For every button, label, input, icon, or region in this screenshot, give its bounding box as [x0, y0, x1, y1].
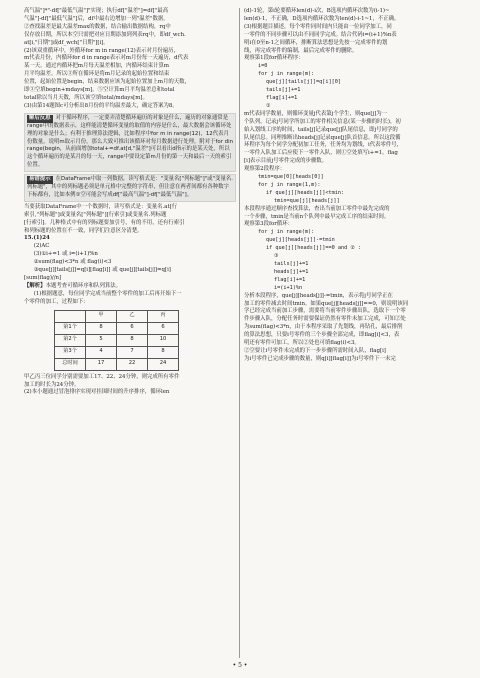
text-line: 一零件入队加工后应使下一零件入队，则①空处填写i+=1。flag [244, 150, 398, 157]
page-number: • 5 • [232, 662, 248, 669]
text-line: m代表月份，内循环for d in range表示对m月份每一天遍历，d代表 [24, 55, 189, 62]
text-line: 月平均温差。所以③所在循环是将m月记录的起始位置和结束 [24, 71, 170, 78]
q15-answer-5: ③que[j][tails[j]]=q[i][flag[i]] 或 que[j][tails[j]]=q[i] [33, 267, 171, 274]
code-block-3 [244, 229, 458, 292]
analysis-tag: 【解析】 [24, 282, 46, 289]
code-line: i=0 [258, 63, 268, 70]
text-line: 为i号零件已完成步骤的数量，则q[i][flag[i]]为i号零件下一未完 [244, 355, 396, 362]
error-tip-text: 在DataFrame中取一列数据，读写格式是："变量名["列标题"]"或"变量名.列标题"，其中的列标题必须是单元格中完整的字符串，但注意在两者间都有各种数字下标都有，比如本例①空可能会写成df["最高气温"]-df["最低气温"]。 [27, 176, 233, 198]
text-line: len(d)-1，不正确，D选项内循环次数为len(d)-i-1~1，不正确。 [244, 15, 400, 22]
code-line: if que[j][heads[j]]<tmin: [266, 189, 345, 196]
code-line: flag[i]+=1 [274, 276, 306, 283]
right-mid-2 [244, 206, 458, 230]
table-cell: 8 [86, 322, 117, 334]
text-line: 加工的时长为24分钟。 [24, 381, 80, 388]
text-line: (2)本小题通过冒泡排序实现对挂围时间的升序排序，循环len [24, 389, 170, 396]
text-line: (3)根据题目描述，每个零件同时间内只能由一位同学加工，同 [244, 23, 392, 30]
text-line: 观察第2段程序： [244, 166, 286, 173]
text-line: 的算法思想，只要i号零件的三个步骤全部完成，即flag[i]<3，表 [244, 332, 400, 339]
text-line: 为sum(flag)<3*n，由于本程序采取了先划线，再钻孔，最后排削 [244, 324, 403, 331]
reflection-tag: 解后反思 [29, 114, 51, 121]
code-line: i=(i+1)%n [274, 284, 303, 291]
error-tip-tag: 易错提示 [29, 176, 51, 183]
reflection-box [24, 113, 236, 172]
text-line: 一个步骤，tmin是当前n个队列中最早完成工序的结束时间。 [244, 213, 390, 220]
table-cell: 6 [148, 322, 179, 334]
code-line: que[j][heads[j]]-=tmin [266, 237, 335, 244]
text-line: (d)-1轮，第i轮要循环len(d)-i次，B选项内循环次数为(i-1)~ [244, 8, 390, 14]
table-cell: 17 [86, 358, 117, 370]
text-line: ②空要让i号零件未完成的下一步步骤所需时间入队，flag[i] [244, 347, 386, 354]
text-line: total除以当月天数，所以该空填total/mdays[m]。 [24, 94, 148, 101]
text-line: 当要获取DataFrame中一个数据时，读写格式是：变量名.at[行 [24, 203, 178, 210]
text-line: at[i,"日期"]或df_wch["日期"][i]。 [24, 39, 109, 46]
text-line: 和列标题的位置在不一致，同学们注意区分清楚。 [24, 227, 143, 234]
table-cell: 丙 [148, 310, 179, 322]
text-line: 甲乙丙三位同学分别需要加工17、22、24分钟，则完成所有零件 [24, 373, 180, 380]
table-cell: 24 [148, 358, 179, 370]
code-line: tmin=que[0][heads[0]] [258, 174, 324, 181]
text-line: 学已经完成当前加工步骤，需要将当前零件步骤出队，选取下一个零 [244, 308, 406, 315]
text-line: 气温"]-df["最低气温"]后，df中最右边增加一列"温差"数据。 [24, 15, 169, 22]
table-cell: 4 [86, 346, 117, 358]
processing-time-table [54, 310, 179, 371]
text-line: 加工的零件减去时间tmin。如果que[j][heads[j]]==0，则说明该同 [244, 300, 409, 307]
text-line: 索引,"列标题"]或变量名["列标题"][行索引]或变量名.列标题 [24, 211, 167, 218]
table-row [55, 310, 179, 322]
text-line: 高气温"]*"-df["最低气温"]"实现；执行df["温差"]=df["最高 [24, 8, 169, 14]
after-tip-text [24, 204, 236, 236]
right-column [244, 8, 458, 364]
text-line: 分析本段程序，que[j][heads[j]]-=tmin，表示将j号同学正在 [244, 292, 393, 299]
text-line: 位置，起始位置是begin，结束数据应该为起始位置加上m月的天数， [24, 79, 190, 86]
table-cell: 22 [117, 358, 148, 370]
text-line: 明i在0至n-1之间循环，排断算法思想是先按一完成零件的划 [244, 39, 388, 46]
text-line: [i]表示目前j号零件完成的步骤数。 [244, 158, 328, 165]
right-intro [244, 8, 458, 63]
text-line: (3)由第14题图c可分析出8月份的平均温差最大，确定答案为8。 [24, 102, 178, 109]
code-line: for j in range(1,m): [258, 181, 321, 188]
code-line: ③ [274, 253, 279, 260]
table-cell: 第1个 [55, 322, 86, 334]
text-line: 明还有零件可加工，所以②处也可填flag(i)<3。 [244, 340, 360, 347]
code-line: for j in range(m): [258, 71, 315, 78]
text-line: m代表同学数量，则循环变量j代表第j个学生，则que[j]为一 [244, 110, 388, 117]
code-line: tails[j]+=1 [266, 87, 301, 94]
text-line: 某一天。通过内循环把m月每天温差相加，内循环结束计算m [24, 63, 169, 70]
table-row [55, 322, 179, 334]
text-line: ②查找温差是最大温差max的数据，结合输出数据结构，rq中 [24, 23, 171, 30]
text-line: 即③空填begin+mdays[m]。⑤空计算m月平均温差总和total [24, 87, 175, 94]
left-column [24, 8, 236, 397]
table-cell: 10 [148, 334, 179, 346]
table-cell: 5 [86, 334, 117, 346]
table-cell: 7 [117, 346, 148, 358]
code-block-2 [244, 174, 458, 206]
text-line: 观察第3段for循环： [244, 221, 293, 228]
error-tip-box [24, 174, 236, 202]
table-cell: 总时间 [55, 358, 86, 370]
text-line: [行索引]。几种格式中有的列标题要加引号，有的不用，还有行索引 [24, 219, 185, 226]
right-mid-1 [244, 111, 458, 174]
code-line: flag[i]+=1 [266, 94, 298, 101]
text-line: 个队列，记录j号同学所加工的零件相关信息(某一步骤的时长)，初 [244, 118, 401, 125]
column-divider [239, 8, 240, 658]
code-block-1 [244, 63, 458, 110]
text-line: 观察第1段for循环程序： [244, 55, 304, 62]
code-line: for j in range(m): [258, 229, 315, 236]
code-line: if que[j][heads[j]]==0 and ② : [266, 245, 362, 252]
code-line: ① [266, 102, 271, 109]
text-line: 本段程序通过顺序查找算法，查出当前加工零件中最先完成的 [244, 205, 390, 212]
text-line: 始入划线工序的时间，tails[j]记录que[j]队尾信息，即j号同学的 [244, 126, 398, 133]
text-line: 队尾信息。同理推断出heads[j]记录que[j]队首信息。所以这段循 [244, 134, 401, 141]
code-line: tails[j]+=1 [274, 261, 309, 267]
table-row [55, 358, 179, 370]
q15-answer-3: (3)①i+=1 或 i=(i+1)%n [33, 251, 98, 258]
analysis-head: 本题考查可循环序和队列算法。 [45, 282, 122, 289]
reflection-text: 对于循环程序，一定要弄清楚循环遍历的对象是什么，遍历的对象通常是range中的数据表示，这样能清楚循环变量的取值的内容是什么，最大数据会该循环处理的对象是什么；有利于推理算法逻辑，比如程序中for m in range(12)，12代表月份数量，说明m取示月份，那么大致可推出该循环对每月数据进行处理。附对于for din range(begin，从前面增加total+=df.at[d,"温差"]可以看出d指示的是某天处，所以这个循环遍历的是某月的每一天，range中要设定第m月份的第一天和最后一天的索引位置。 [27, 114, 233, 169]
text-line: 一零件的不同步骤可以由不同同学完成。结合代码i=(i+1)%n表 [244, 31, 397, 38]
text-line: 线，再完成零件的编制，最后完成零件的删除。 [244, 47, 358, 54]
table-cell: 6 [117, 322, 148, 334]
code-line: tmin=que[j][heads[j]] [274, 197, 340, 204]
after-table-text [24, 374, 236, 398]
text-line: 环程序为每个同学分配初加工任务，任务均为划线，i代表零件号， [244, 142, 403, 149]
table-cell: 第3个 [55, 346, 86, 358]
table-row [55, 346, 179, 358]
table-cell: 甲 [86, 310, 117, 322]
code-line: heads[j]+=1 [274, 268, 309, 275]
table-cell: 8 [117, 334, 148, 346]
right-end [244, 293, 458, 364]
analysis-line-1: (1)根据题意，每位同学完成当前整个零件的加工后再开始下一 [33, 290, 182, 297]
q15-answer-1: 15.(1)24 [24, 235, 50, 242]
text-line: 件步骤入队，分配任务时需要保证仍然有零件未加工完成，可知②处 [244, 316, 406, 323]
q15-answer-6: [sum(flag)//n] [24, 275, 62, 281]
q15-answer-2: (2)AC [33, 243, 50, 250]
text-line: 仅存放日期，所以本空只需把对应日期添加到列表rq中，即df_wch. [24, 31, 186, 38]
code-line: que[j][tails[j]]=q[i][0] [266, 79, 341, 86]
analysis-line-2: 个零件的加工，过程如下： [24, 298, 89, 305]
table-cell: 第2个 [55, 334, 86, 346]
table-cell: 乙 [117, 310, 148, 322]
text-line: (2)该双重循环中，外循环for m in range(12)表示对月份遍历， [24, 47, 179, 54]
table-row [55, 334, 179, 346]
left-intro [24, 8, 236, 111]
table-cell: 8 [148, 346, 179, 358]
q15-answer-4: ②sum(flag)<3*n 或 flag(i)<3 [33, 259, 112, 266]
table-cell [55, 310, 86, 322]
